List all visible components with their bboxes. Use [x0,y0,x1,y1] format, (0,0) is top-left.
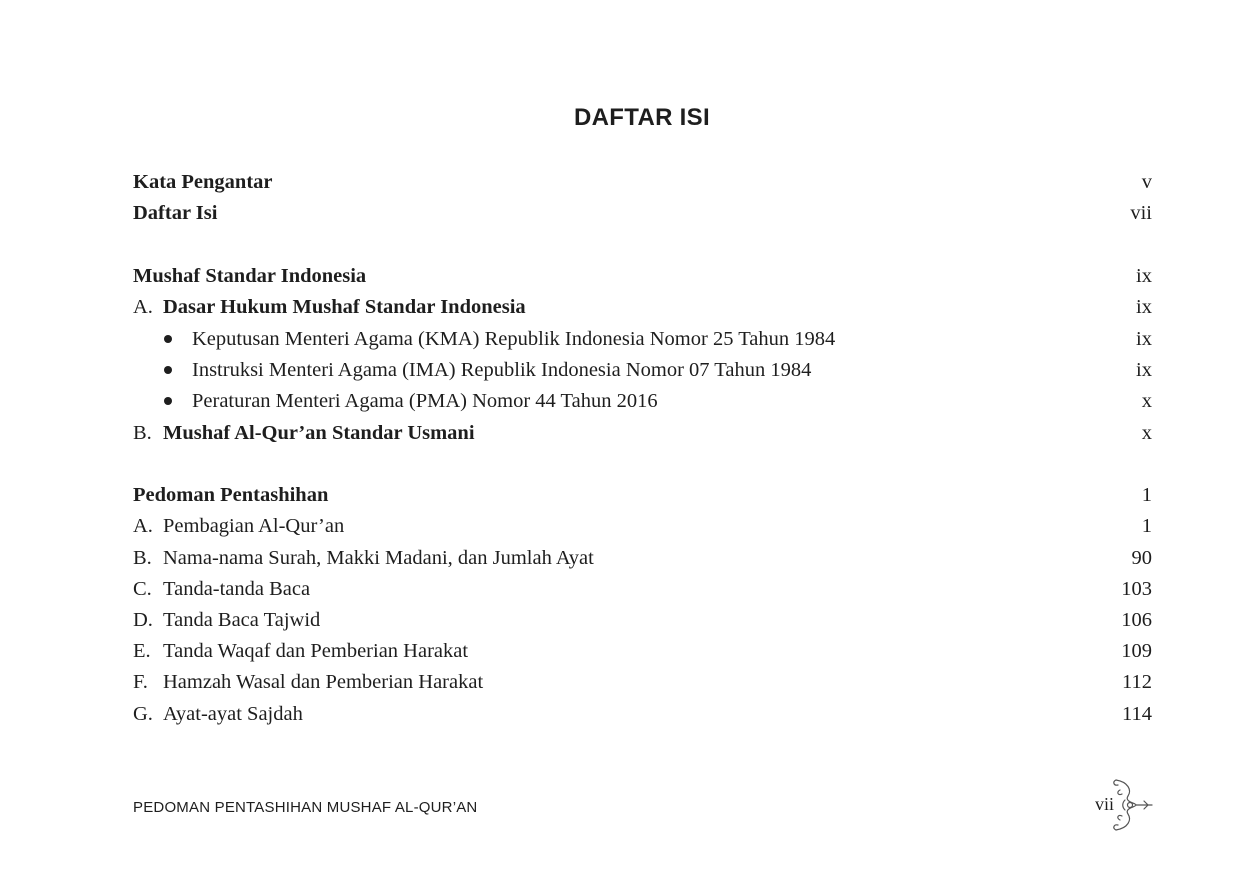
toc-entry[interactable] [133,637,1152,665]
toc-entry-marker: A. [133,515,153,537]
bullet-icon [164,397,172,405]
toc-entry-marker: G. [133,703,153,725]
toc-entry-label: Pembagian Al-Qur’an [163,515,345,537]
toc-entry[interactable] [133,512,1152,540]
page-title: DAFTAR ISI [574,104,710,131]
toc-entry-page: 114 [1122,703,1152,725]
toc-entry[interactable] [133,575,1152,603]
toc-sub-entry[interactable] [133,325,1152,353]
toc-entry-page: 1 [1141,515,1152,537]
toc-entry-label: Pedoman Pentashihan [133,484,329,506]
toc-entry-page: 103 [1121,578,1152,600]
toc-entry-marker: D. [133,609,153,631]
toc-entry-page: x [1141,390,1152,412]
toc-entry-label: Keputusan Menteri Agama (KMA) Republik Indonesia Nomor 25 Tahun 1984 [192,328,836,350]
toc-section-heading[interactable] [133,481,1152,509]
toc-entry-label: Peraturan Menteri Agama (PMA) Nomor 44 Tahun 2016 [192,390,658,412]
toc-entry-page: 112 [1122,671,1152,693]
floral-ornament-icon [1106,776,1154,834]
toc-entry-page: 1 [1141,484,1152,506]
toc-entry[interactable] [133,668,1152,696]
toc-sub-entry[interactable] [133,356,1152,384]
footer-book-title: PEDOMAN PENTASHIHAN MUSHAF AL-QUR’AN [133,799,478,816]
toc-entry-label: Dasar Hukum Mushaf Standar Indonesia [163,296,526,318]
toc-entry[interactable] [133,168,1152,196]
toc-entry-page: 109 [1121,640,1152,662]
toc-entry-label: Nama-nama Surah, Makki Madani, dan Jumlah Ayat [163,547,594,569]
toc-entry-page: ix [1136,328,1152,350]
toc-entry[interactable] [133,544,1152,572]
bullet-icon [164,335,172,343]
toc-entry-label: Hamzah Wasal dan Pemberian Harakat [163,671,484,693]
footer-page-number: vii [1095,794,1115,814]
toc-entry-label: Tanda Waqaf dan Pemberian Harakat [163,640,469,662]
toc-entry-label: Ayat-ayat Sajdah [163,703,303,725]
toc-entry-page: ix [1136,296,1152,318]
toc-entry-page: 90 [1131,547,1152,569]
toc-entry-marker: A. [133,296,153,318]
toc-entry-label: Tanda Baca Tajwid [163,609,321,631]
toc-entry-label: Mushaf Standar Indonesia [133,265,367,287]
toc-entry-marker: F. [133,671,148,693]
toc-entry-label: Mushaf Al-Qur’an Standar Usmani [163,422,475,444]
toc-entry-page: v [1141,171,1152,193]
toc-entry-label: Kata Pengantar [133,171,273,193]
toc-entry-label: Tanda-tanda Baca [163,578,311,600]
toc-entry[interactable] [133,606,1152,634]
toc-entry[interactable] [133,293,1152,321]
toc-entry-page: 106 [1121,609,1152,631]
toc-entry[interactable] [133,700,1152,728]
toc-entry-marker: E. [133,640,151,662]
toc-entry-page: ix [1136,359,1152,381]
toc-sub-entry[interactable] [133,387,1152,415]
bullet-icon [164,366,172,374]
toc-entry-page: vii [1130,202,1152,224]
toc-entry-label: Instruksi Menteri Agama (IMA) Republik Indonesia Nomor 07 Tahun 1984 [192,359,812,381]
toc-entry[interactable] [133,419,1152,447]
toc-entry-page: ix [1136,265,1152,287]
toc-entry-marker: C. [133,578,152,600]
toc-section-heading[interactable] [133,262,1152,290]
toc-entry-label: Daftar Isi [133,202,218,224]
toc-entry-page: x [1141,422,1152,444]
toc-entry-marker: B. [133,422,152,444]
toc-entry[interactable] [133,199,1152,227]
toc-entry-marker: B. [133,547,152,569]
